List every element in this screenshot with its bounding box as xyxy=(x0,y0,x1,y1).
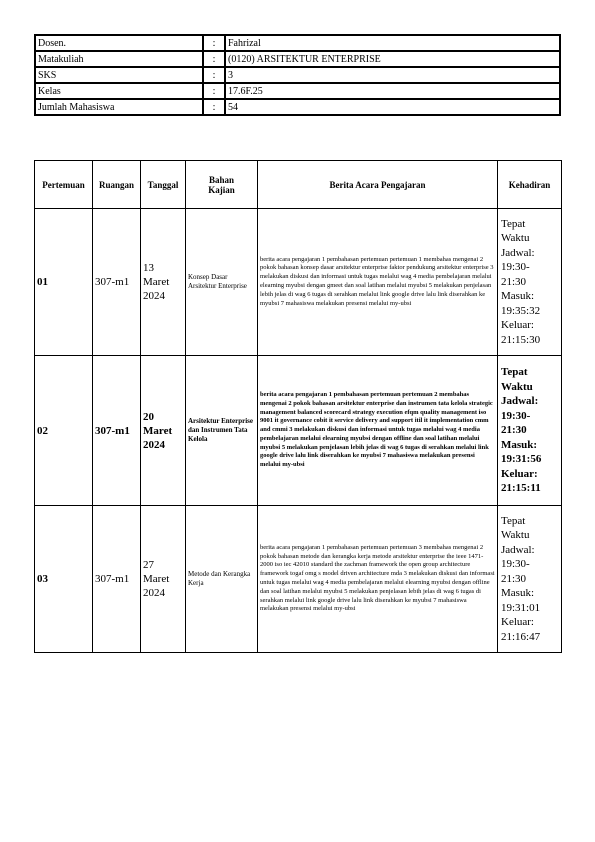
teaching-log-table xyxy=(34,160,562,653)
info-key: Matakuliah xyxy=(35,51,203,67)
kehadiran-line: Masuk: xyxy=(501,290,534,303)
header-berita-acara: Berita Acara Pengajaran xyxy=(258,161,498,209)
cell-tanggal xyxy=(141,356,186,506)
info-value: (0120) ARSITEKTUR ENTERPRISE xyxy=(225,51,560,67)
tanggal-year: 2024 xyxy=(143,438,165,451)
info-value: 54 xyxy=(225,99,560,115)
cell-kehadiran xyxy=(498,506,562,653)
kehadiran-line: Tepat xyxy=(501,514,526,527)
kehadiran-line: 19:30- xyxy=(501,261,530,274)
header-pertemuan: Pertemuan xyxy=(35,161,93,209)
info-key: Dosen. xyxy=(35,35,203,51)
cell-kehadiran xyxy=(498,209,562,356)
cell-bahan-kajian: Konsep Dasar Arsitektur Enterprise xyxy=(186,209,258,356)
tanggal-month: Maret xyxy=(143,573,170,585)
kehadiran-line: 19:31:56 xyxy=(501,453,542,466)
cell-ruangan: 307-m1 xyxy=(93,356,141,506)
kehadiran-line: 21:15:30 xyxy=(501,333,541,346)
tanggal-year: 2024 xyxy=(143,290,165,302)
tanggal-month: Maret xyxy=(143,424,173,437)
info-row-dosen xyxy=(35,35,560,51)
kehadiran-line: Keluar: xyxy=(501,467,538,480)
course-info-table xyxy=(34,34,561,116)
cell-pertemuan: 01 xyxy=(35,209,93,356)
kehadiran-line: Jadwal: xyxy=(501,395,539,408)
info-value: Fahrizal xyxy=(225,35,560,51)
kehadiran-line: Keluar: xyxy=(501,319,534,332)
info-colon: : xyxy=(203,35,225,51)
kehadiran-line: Keluar: xyxy=(501,616,534,629)
cell-berita-acara: berita acara pengajaran 1 pembahasan pertemuan pertemuan 2 membahas mengenai 2 pokok bahasan arsitektur enterprise dan instrumen tata kelola strategic management balanced scorecard strategy execution efqm quality management iso 9001 it governance cobit it service delivery and support itil it implementation cmm and cmmi 3 melakukan diskusi dan informasi untuk tugas melalui wag 4 media pembelajaran melalui elearning myubsi dengan offline dan soal latihan melalui myubsi 5 melakukan penjelasan lebih jelas di wag 6 tugas di serahkan melalui link google drive lalu link diserahkan ke myubsi 7 mahasiswa melakukan presensi melalui my-ubsi xyxy=(258,356,498,506)
kehadiran-line: 19:35:32 xyxy=(501,304,541,317)
kehadiran-line: Masuk: xyxy=(501,587,534,600)
kehadiran-line: 21:30 xyxy=(501,275,527,288)
info-key: Jumlah Mahasiswa xyxy=(35,99,203,115)
kehadiran-line: 19:31:01 xyxy=(501,601,541,614)
kehadiran-line: Jadwal: xyxy=(501,543,535,556)
cell-ruangan: 307-m1 xyxy=(93,506,141,653)
kehadiran-line: 19:30- xyxy=(501,409,531,422)
cell-tanggal xyxy=(141,209,186,356)
info-colon: : xyxy=(203,99,225,115)
cell-kehadiran xyxy=(498,356,562,506)
kehadiran-line: Tepat xyxy=(501,366,528,379)
kehadiran-line: Masuk: xyxy=(501,438,538,451)
table-row xyxy=(35,356,562,506)
tanggal-day: 27 xyxy=(143,559,154,571)
kehadiran-line: 21:15:11 xyxy=(501,482,541,495)
tanggal-day: 13 xyxy=(143,262,154,274)
info-colon: : xyxy=(203,67,225,83)
kehadiran-line: Waktu xyxy=(501,380,533,393)
header-ruangan: Ruangan xyxy=(93,161,141,209)
info-key: Kelas xyxy=(35,83,203,99)
kehadiran-line: Waktu xyxy=(501,232,530,245)
header-kehadiran: Kehadiran xyxy=(498,161,562,209)
info-value: 17.6F.25 xyxy=(225,83,560,99)
kehadiran-line: Jadwal: xyxy=(501,246,535,259)
table-row xyxy=(35,209,562,356)
header-tanggal: Tanggal xyxy=(141,161,186,209)
cell-pertemuan: 02 xyxy=(35,356,93,506)
tanggal-year: 2024 xyxy=(143,587,165,599)
cell-berita-acara: berita acara pengajaran 1 pembahasan pertemuan pertemuan 3 membahas mengenai 2 pokok bahasan metode dan kerangka kerja metode arsitektur enterprise the ieee 1471-2000 iso iec 42010 standard the zachman framework the open group architecture framework togaf omg s model driven architecture mda 3 melakukan diskusi dan informasi untuk tugas melalui wag 4 media pembelajaran melalui elearning myubsi dengan offline dan soal latihan melalui myubsi 5 melakukan penjelasan lebih jelas di wag 6 tugas di serahkan melalui link google drive lalu link diserahkan ke myubsi 7 mahasiswa melakukan presensi melalui my-ubsi xyxy=(258,506,498,653)
info-key: SKS xyxy=(35,67,203,83)
cell-tanggal xyxy=(141,506,186,653)
kehadiran-line: 21:30 xyxy=(501,572,527,585)
header-bahan-line2: Kajian xyxy=(208,184,235,195)
table-header-row xyxy=(35,161,562,209)
cell-ruangan: 307-m1 xyxy=(93,209,141,356)
table-row xyxy=(35,506,562,653)
tanggal-month: Maret xyxy=(143,276,170,288)
cell-pertemuan: 03 xyxy=(35,506,93,653)
cell-bahan-kajian: Metode dan Kerangka Kerja xyxy=(186,506,258,653)
header-bahan-line1: Bahan xyxy=(208,174,234,185)
kehadiran-line: 21:30 xyxy=(501,424,527,437)
info-colon: : xyxy=(203,51,225,67)
kehadiran-line: 21:16:47 xyxy=(501,630,541,643)
info-colon: : xyxy=(203,83,225,99)
tanggal-day: 20 xyxy=(143,410,154,423)
kehadiran-line: 19:30- xyxy=(501,558,530,571)
info-row-kelas xyxy=(35,83,560,99)
info-value: 3 xyxy=(225,67,560,83)
cell-berita-acara: berita acara pengajaran 1 pembahasan pertemuan pertemuan 1 membahas mengenai 2 pokok bahasan konsep dasar arsitektur enterprise faktor pendukung arsitektur enterprise 3 melakukan diskusi dan informasi untuk tugas melalui wag 4 media pembelajaran melalui elearning myubsi dengan gmeet dan soal latihan melalui myubsi 5 melakukan penjelasan lebih jelas di wag 6 tugas di serahkan melalui link google drive lalu link diserahkan ke myubsi 7 mahasiswa melakukan presensi melalui my-ubsi xyxy=(258,209,498,356)
info-row-jumlah-mahasiswa xyxy=(35,99,560,115)
info-row-matakuliah xyxy=(35,51,560,67)
kehadiran-line: Tepat xyxy=(501,217,526,230)
cell-bahan-kajian: Arsitektur Enterprise dan Instrumen Tata Kelola xyxy=(186,356,258,506)
info-row-sks xyxy=(35,67,560,83)
kehadiran-line: Waktu xyxy=(501,529,530,542)
header-bahan-kajian xyxy=(186,161,258,209)
